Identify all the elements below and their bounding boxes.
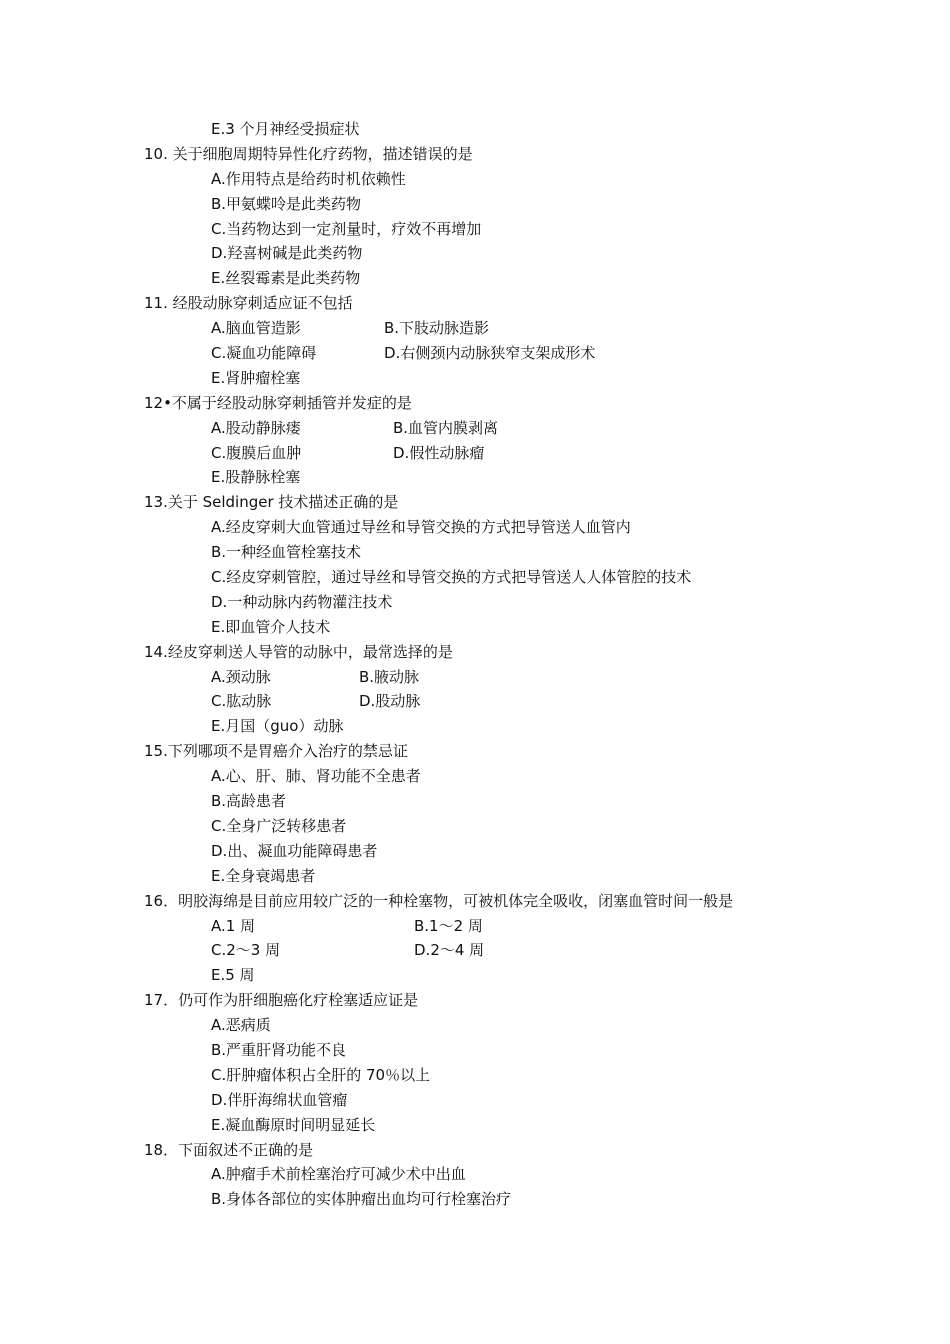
option-text: B.腋动脉 xyxy=(359,667,420,686)
option-text: E.凝血酶原时间明显延长 xyxy=(211,1115,376,1134)
option-text: D.右侧颈内动脉狭窄支架成形术 xyxy=(384,344,596,363)
option-text: A.心、肝、肺、肾功能不全患者 xyxy=(211,767,421,786)
question-text: 17．仍可作为肝细胞癌化疗栓塞适应证是 xyxy=(144,991,419,1010)
option-text: E.5 周 xyxy=(211,966,255,985)
option-text: C.肱动脉 xyxy=(211,692,272,711)
question-text: 10. 关于细胞周期特异性化疗药物，描述错误的是 xyxy=(144,144,473,163)
question-text: 11. 经股动脉穿刺适应证不包括 xyxy=(144,294,353,313)
option-text: A.恶病质 xyxy=(211,1016,271,1035)
option-text: B.甲氨蝶呤是此类药物 xyxy=(211,194,362,213)
option-text: C.当药物达到一定剂量时，疗效不再增加 xyxy=(211,219,482,238)
option-text: C.2～3 周 xyxy=(211,941,281,960)
option-text: D.一种动脉内药物灌注技术 xyxy=(211,592,393,611)
option-text: B.严重肝肾功能不良 xyxy=(211,1040,347,1059)
option-text: B.1～2 周 xyxy=(414,916,483,935)
option-text: B.高龄患者 xyxy=(211,792,287,811)
option-text: D.羟喜树碱是此类药物 xyxy=(211,244,363,263)
option-text: D.股动脉 xyxy=(359,692,421,711)
question-text: 14.经皮穿刺送人导管的动脉中，最常选择的是 xyxy=(144,642,453,661)
option-text: A.作用特点是给药时机依赖性 xyxy=(211,169,406,188)
option-text: C.肝肿瘤体积占全肝的 70％以上 xyxy=(211,1065,431,1084)
option-row xyxy=(0,416,950,441)
question-text: 16．明胶海绵是目前应用较广泛的一种栓塞物，可被机体完全吸收，闭塞血管时间一般是 xyxy=(144,891,734,910)
option-text: C.经皮穿刺管腔，通过导丝和导管交换的方式把导管送人人体管腔的技术 xyxy=(211,568,692,587)
option-text: A.1 周 xyxy=(211,916,256,935)
option-text: C.全身广泛转移患者 xyxy=(211,816,347,835)
option-text: C.腹膜后血肿 xyxy=(211,443,302,462)
option-row xyxy=(0,441,950,466)
exam-questions xyxy=(0,117,950,1212)
option-text: D.2～4 周 xyxy=(414,941,485,960)
option-text: B.下肢动脉造影 xyxy=(384,319,490,338)
option-text: C.凝血功能障碍 xyxy=(211,344,317,363)
option-row xyxy=(0,316,950,341)
option-text: A.肿瘤手术前栓塞治疗可减少术中出血 xyxy=(211,1165,466,1184)
option-text: E.即血管介人技术 xyxy=(211,617,331,636)
question-text: 13.关于 Seldinger 技术描述正确的是 xyxy=(144,493,399,512)
option-text: D.伴肝海绵状血管瘤 xyxy=(211,1090,348,1109)
question-text: 12•不属于经股动脉穿刺插管并发症的是 xyxy=(144,393,412,412)
option-text: B.身体各部位的实体肿瘤出血均可行栓塞治疗 xyxy=(211,1190,512,1209)
option-text: E.3 个月神经受损症状 xyxy=(211,120,360,138)
question-text: 15.下列哪项不是胃癌介入治疗的禁忌证 xyxy=(144,742,408,761)
option-text: A.脑血管造影 xyxy=(211,319,301,338)
option-text: D.假性动脉瘤 xyxy=(393,443,485,462)
option-text: A.经皮穿刺大血管通过导丝和导管交换的方式把导管送人血管内 xyxy=(211,518,631,537)
option-text: E.丝裂霉素是此类药物 xyxy=(211,269,361,288)
question-text: 18．下面叙述不正确的是 xyxy=(144,1140,314,1159)
option-text: A.颈动脉 xyxy=(211,667,271,686)
option-row xyxy=(0,341,950,366)
option-row xyxy=(0,938,950,963)
option-row xyxy=(0,665,950,690)
option-text: E.肾肿瘤栓塞 xyxy=(211,368,301,387)
option-text: E.全身衰竭患者 xyxy=(211,866,316,885)
option-row xyxy=(0,689,950,714)
option-text: E.月国（guo）动脉 xyxy=(211,717,344,736)
option-text: B.血管内膜剥离 xyxy=(393,418,499,437)
option-text: D.出、凝血功能障碍患者 xyxy=(211,841,378,860)
option-text: A.股动静脉瘘 xyxy=(211,418,301,437)
option-text: E.股静脉栓塞 xyxy=(211,468,301,487)
option-row xyxy=(0,914,950,939)
option-text: B.一种经血管栓塞技术 xyxy=(211,543,362,562)
